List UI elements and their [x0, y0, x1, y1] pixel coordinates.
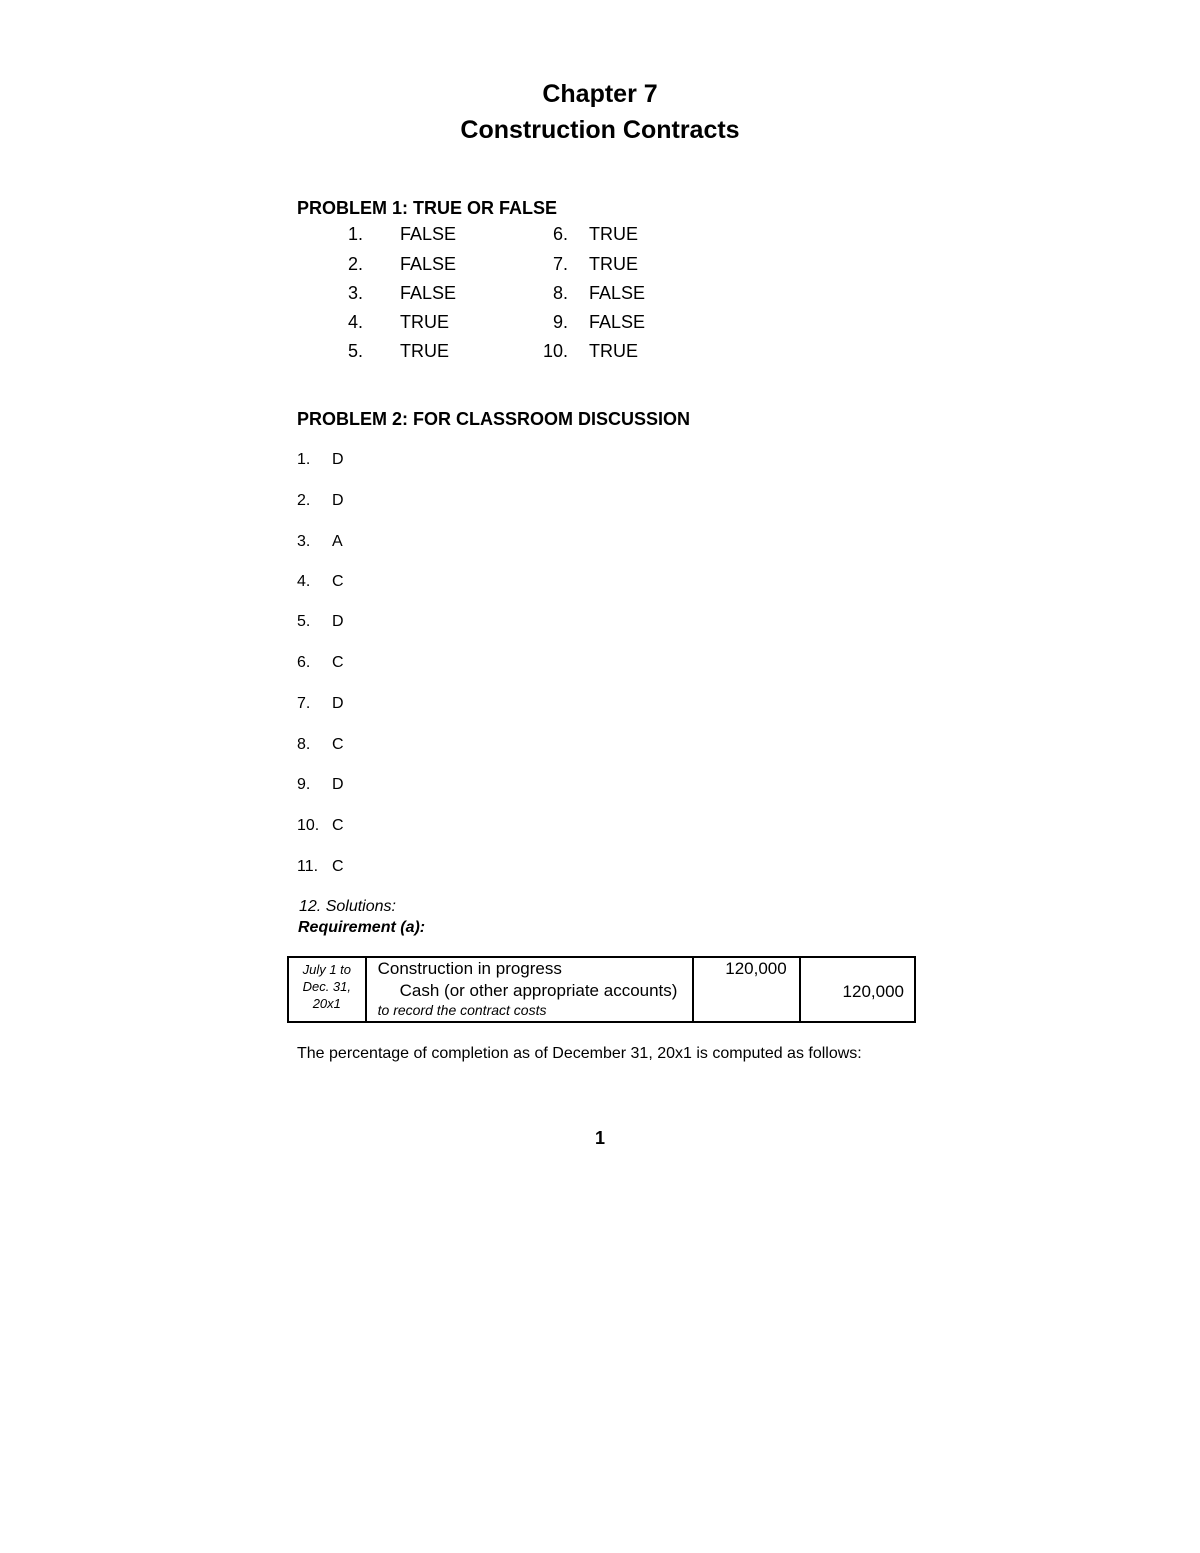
mc-item: [297, 695, 344, 713]
problem2-heading: PROBLEM 2: FOR CLASSROOM DISCUSSION: [297, 409, 691, 429]
mc-item-number: 9.: [297, 776, 311, 793]
mc-item-number: 3.: [297, 533, 311, 550]
mc-item-number: 8.: [297, 736, 311, 753]
tf-item-number: 9.: [552, 312, 568, 332]
solutions-label: 12. Solutions:: [299, 898, 396, 915]
tf-item-number: 4.: [347, 312, 363, 332]
mc-item: [297, 776, 344, 794]
tf-item-answer: FALSE: [589, 283, 646, 303]
mc-item-number: 2.: [297, 492, 311, 509]
journal-entry-row: [288, 957, 915, 1022]
chapter-title: Construction Contracts: [460, 116, 740, 144]
tf-item-answer: FALSE: [400, 283, 457, 303]
tf-item-answer: TRUE: [589, 341, 638, 361]
tf-item-answer: TRUE: [589, 254, 638, 274]
mc-item-answer: D: [332, 776, 344, 793]
mc-item-answer: C: [332, 573, 344, 590]
mc-item: [297, 573, 344, 591]
mc-item: [297, 613, 344, 631]
mc-item-answer: D: [332, 451, 344, 468]
journal-date-line: 20x1: [312, 996, 341, 1011]
debit-amount: 120,000: [693, 957, 799, 1022]
tf-item-answer: TRUE: [400, 341, 449, 361]
page-number: 1: [594, 1128, 605, 1148]
mc-item-number: 5.: [297, 613, 311, 630]
mc-item: [297, 451, 344, 469]
journal-date-line: Dec. 31,: [302, 979, 352, 994]
requirement-label: Requirement (a):: [298, 919, 426, 936]
journal-date-cell: [288, 957, 366, 1022]
problem1-heading: PROBLEM 1: TRUE OR FALSE: [297, 198, 558, 218]
mc-item-answer: D: [332, 613, 344, 630]
mc-item: [297, 817, 344, 835]
tf-item-number: 7.: [552, 254, 568, 274]
mc-item-answer: C: [332, 817, 344, 834]
body-paragraph: The percentage of completion as of December 31, 20x1 is computed as follows:: [297, 1045, 862, 1062]
tf-item-number: 1.: [347, 224, 363, 244]
mc-item-number: 7.: [297, 695, 311, 712]
tf-item-answer: FALSE: [400, 224, 457, 244]
mc-item-answer: C: [332, 654, 344, 671]
tf-item-answer: FALSE: [400, 254, 457, 274]
tf-item-number: 5.: [347, 341, 363, 361]
credit-account: Cash (or other appropriate accounts): [399, 981, 678, 1000]
tf-item-number: 8.: [552, 283, 568, 303]
debit-account: Construction in progress: [377, 959, 562, 978]
tf-item-number: 3.: [347, 283, 363, 303]
journal-date-line: July 1 to: [302, 962, 352, 977]
mc-item-answer: A: [332, 533, 343, 550]
tf-item-number: 2.: [347, 254, 363, 274]
tf-item-answer: TRUE: [589, 224, 638, 244]
mc-item-number: 1.: [297, 451, 311, 468]
mc-item-answer: C: [332, 736, 344, 753]
credit-amount: 120,000: [800, 957, 915, 1022]
mc-item-answer: C: [332, 858, 344, 875]
mc-item-number: 10.: [297, 817, 320, 834]
tf-item-answer: FALSE: [589, 312, 646, 332]
mc-item-answer: D: [332, 492, 344, 509]
mc-item: [297, 533, 343, 551]
tf-item-number: 10.: [542, 341, 568, 361]
mc-item-number: 11.: [297, 858, 319, 875]
mc-item: [297, 492, 344, 510]
mc-item: [297, 736, 344, 754]
mc-item: [297, 858, 344, 876]
mc-item: [297, 654, 344, 672]
tf-item-number: 6.: [552, 224, 568, 244]
chapter-number: Chapter 7: [542, 80, 658, 108]
journal-entry-table: [287, 956, 916, 1023]
journal-description-cell: [366, 957, 694, 1022]
tf-item-answer: TRUE: [400, 312, 449, 332]
mc-item-number: 4.: [297, 573, 311, 590]
mc-item-answer: D: [332, 695, 344, 712]
entry-explanation: to record the contract costs: [377, 1002, 547, 1018]
mc-item-number: 6.: [297, 654, 311, 671]
